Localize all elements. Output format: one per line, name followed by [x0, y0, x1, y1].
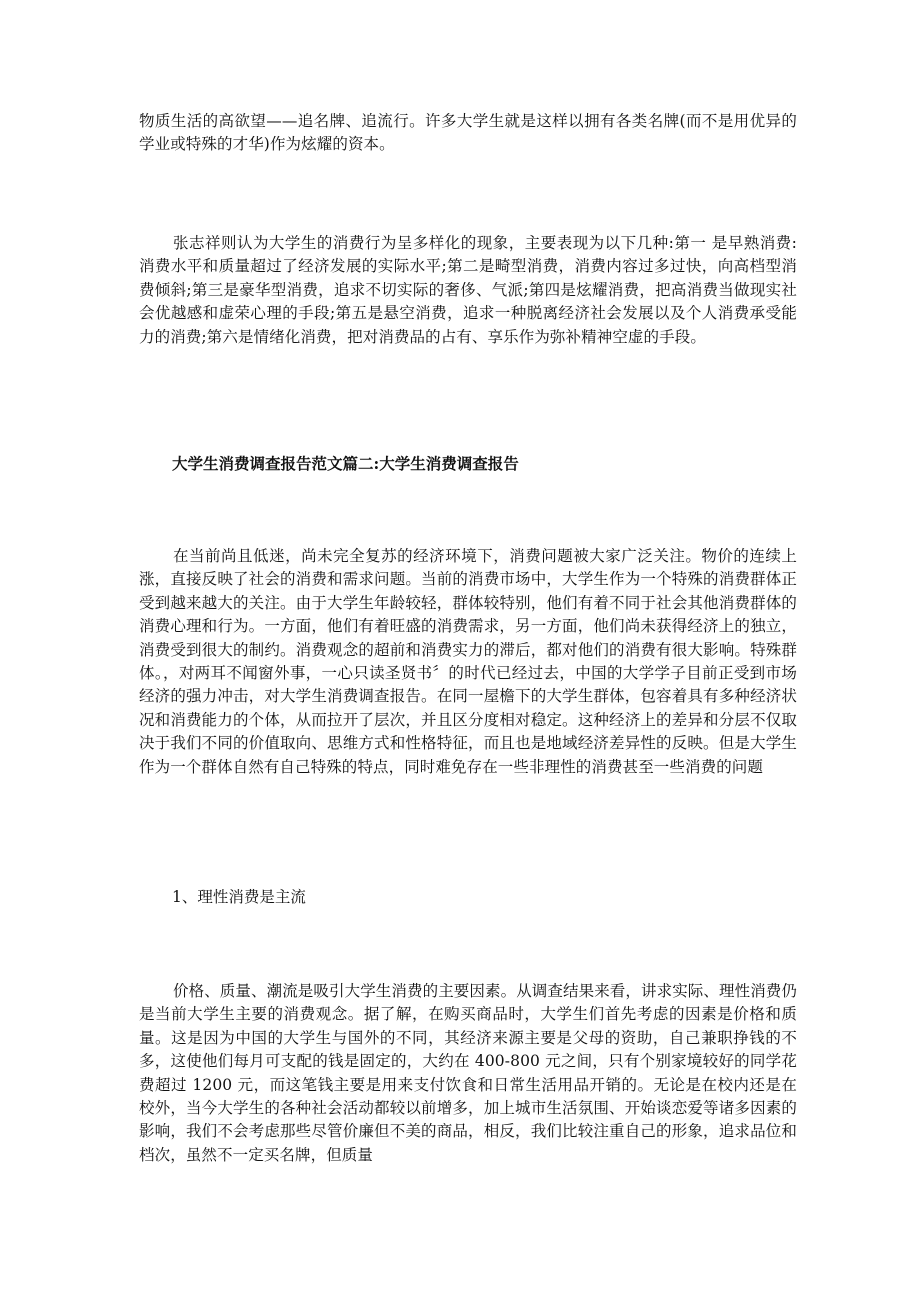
- paragraph-rational-consumption: 价格、质量、潮流是吸引大学生消费的主要因素。从调查结果来看，讲求实际、理性消费仍是当前大学生主要的消费观念。据了解，在购买商品时，大学生们首先考虑的因素是价格和质量。这是因为中国的大学生与国外的不同，其经济来源主要是父母的资助，自己兼职挣钱的不多，这使他们每月可支配的钱是固定的，大约在 400-800 元之间，只有个别家境较好的同学花费超过 1200 元，而这笔钱主要是用来支付饮食和日常生活用品开销的。无论是在校内还是在校外，当今大学生的各种社会活动都较以前增多，加上城市生活氛围、开始谈恋爱等诸多因素的影响，我们不会考虑那些尽管价廉但不美的商品，相反，我们比较注重自己的形象，追求品位和档次，虽然不一定买名牌，但质量: [139, 982, 798, 1164]
- section-heading: 大学生消费调查报告范文篇二:大学生消费调查报告: [172, 454, 519, 473]
- paragraph-brand-desire: 物质生活的高欲望——追名牌、追流行。许多大学生就是这样以拥有各类名牌(而不是用优异的学业或特殊的才华)作为炫耀的资本。: [139, 112, 797, 154]
- subsection-heading: 1、理性消费是主流: [172, 888, 306, 906]
- paragraph-consumption-types: 张志祥则认为大学生的消费行为呈多样化的现象，主要表现为以下几种:第一 是早熟消费:消费水平和质量超过了经济发展的实际水平;第二是畸型消费，消费内容过多过快，向高档型消费倾斜;第三是豪华型消费，追求不切实际的奢侈、气派;第四是炫耀消费，把高消费当做现实社会优越感和虚荣心理的手段;第五是悬空消费，追求一种脱离经济社会发展以及个人消费承受能力的消费;第六是情绪化消费，把对消费品的占有、享乐作为弥补精神空虚的手段。: [139, 234, 797, 346]
- paragraph-economic-environment: 在当前尚且低迷，尚未完全复苏的经济环境下，消费问题被大家广泛关注。物价的连续上涨，直接反映了社会的消费和需求问题。当前的消费市场中，大学生作为一个特殊的消费群体正受到越来越大的关注。由于大学生年龄较轻，群体较特别，他们有着不同于社会其他消费群体的消费心理和行为。一方面，他们有着旺盛的消费需求，另一方面，他们尚未获得经济上的独立，消费受到很大的制约。消费观念的超前和消费实力的滞后，都对他们的消费有很大影响。特殊群体。，对两耳不闻窗外事，一心只读圣贤书〞的时代已经过去，中国的大学学子目前正受到市场经济的强力冲击，对大学生消费调查报告。在同一屋檐下的大学生群体，包容着具有多种经济状况和消费能力的个体，从而拉开了层次，并且区分度相对稳定。这种经济上的差异和分层不仅取决于我们不同的价值取向、思维方式和性格特征，而且也是地域经济差异性的反映。但是大学生作为一个群体自然有自己特殊的特点，同时难免存在一些非理性的消费甚至一些消费的问题: [139, 547, 797, 776]
